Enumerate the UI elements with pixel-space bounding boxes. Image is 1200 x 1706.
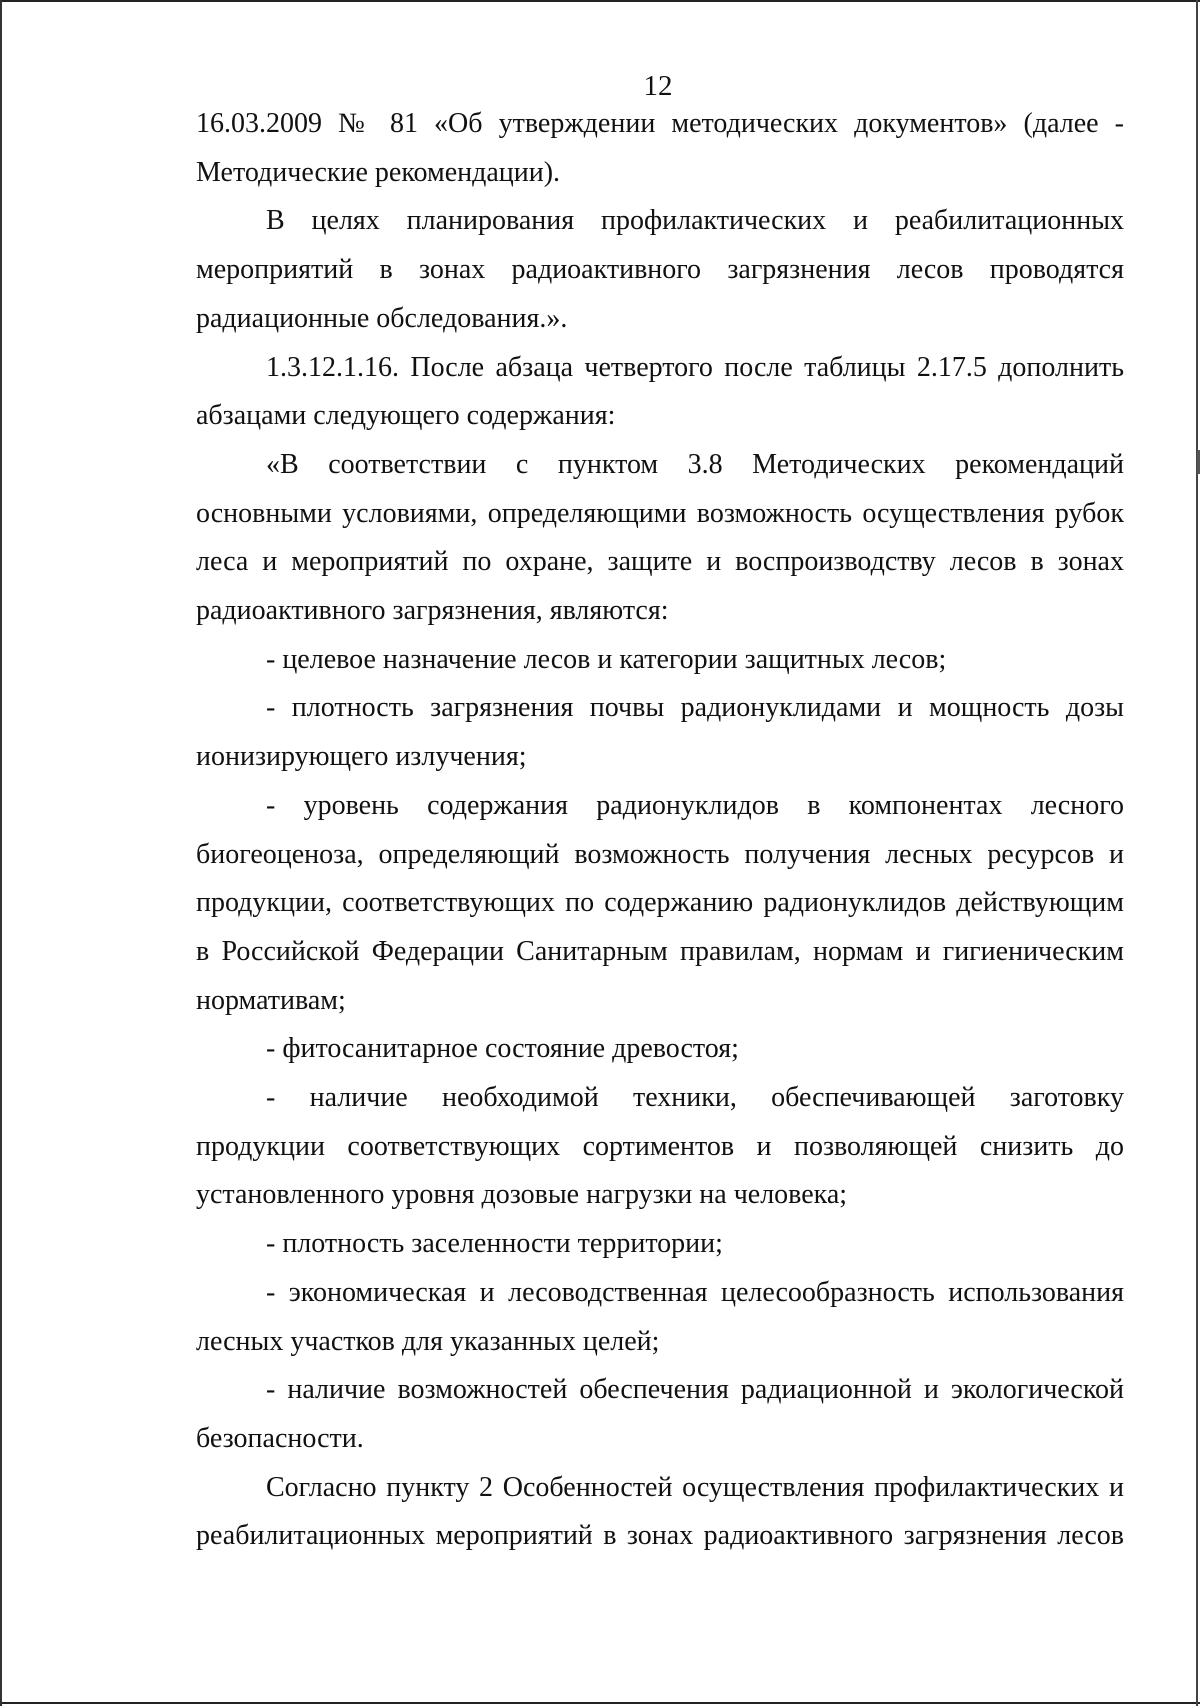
text-line: биогеоценоза, определяющий возможность получения лесных ресурсов и — [196, 838, 1124, 870]
scan-border-bottom — [0, 1702, 1200, 1704]
text-line: - экономическая и лесоводственная целесообразность использования — [266, 1276, 1124, 1308]
text-line: продукции соответствующих сортиментов и позволяющей снизить до — [196, 1130, 1124, 1162]
text-line: - наличие возможностей обеспечения радиационной и экологической — [266, 1374, 1124, 1406]
text-line: ионизирующего излучения; — [196, 741, 527, 773]
text-line: радиоактивного загрязнения, являются: — [196, 595, 669, 627]
text-line: - целевое назначение лесов и категории защитных лесов; — [266, 643, 947, 675]
text-line: основными условиями, определяющими возможность осуществления рубок — [196, 497, 1124, 529]
text-line: безопасности. — [196, 1422, 364, 1454]
text-line: Согласно пункту 2 Особенностей осуществления профилактических и — [266, 1471, 1124, 1503]
text-line: - наличие необходимой техники, обеспечивающей заготовку — [266, 1082, 1124, 1114]
text-line: Методические рекомендации). — [196, 156, 561, 188]
text-line: продукции, соответствующих по содержанию радионуклидов действующим — [196, 887, 1124, 919]
scan-border-right — [1196, 0, 1198, 1706]
text-line: - плотность загрязнения почвы радионуклидами и мощность дозы — [266, 692, 1124, 724]
text-line: установленного уровня дозовые нагрузки на человека; — [196, 1179, 848, 1211]
text-line: «В соответствии с пунктом 3.8 Методических рекомендаций — [266, 448, 1124, 480]
text-line: - фитосанитарное состояние древостоя; — [266, 1033, 739, 1065]
text-line: лесных участков для указанных целей; — [196, 1325, 660, 1357]
text-line: абзацами следующего содержания: — [196, 400, 616, 432]
text-line: реабилитационных мероприятий в зонах радиоактивного загрязнения лесов — [196, 1520, 1124, 1552]
text-line: 1.3.12.1.16. После абзаца четвертого после таблицы 2.17.5 дополнить — [266, 351, 1124, 383]
scan-border-top — [0, 0, 1200, 2]
text-line: радиационные обследования.». — [196, 302, 568, 334]
text-line: в Российской Федерации Санитарным правилам, нормам и гигиеническим — [196, 935, 1124, 967]
text-line: - уровень содержания радионуклидов в компонентах лесного — [266, 789, 1124, 821]
document-body — [196, 100, 1124, 1561]
page-number: 12 — [643, 70, 673, 102]
text-line: - плотность заселенности территории; — [266, 1228, 723, 1260]
text-line: В целях планирования профилактических и реабилитационных — [266, 205, 1124, 237]
text-line: нормативам; — [196, 984, 346, 1016]
text-line: мероприятий в зонах радиоактивного загрязнения лесов проводятся — [196, 254, 1124, 286]
text-line: леса и мероприятий по охране, защите и воспроизводству лесов в зонах — [196, 546, 1124, 578]
text-line: 16.03.2009 № 81 «Об утверждении методических документов» (далее - — [196, 108, 1124, 139]
scan-border-left — [0, 0, 2, 1706]
